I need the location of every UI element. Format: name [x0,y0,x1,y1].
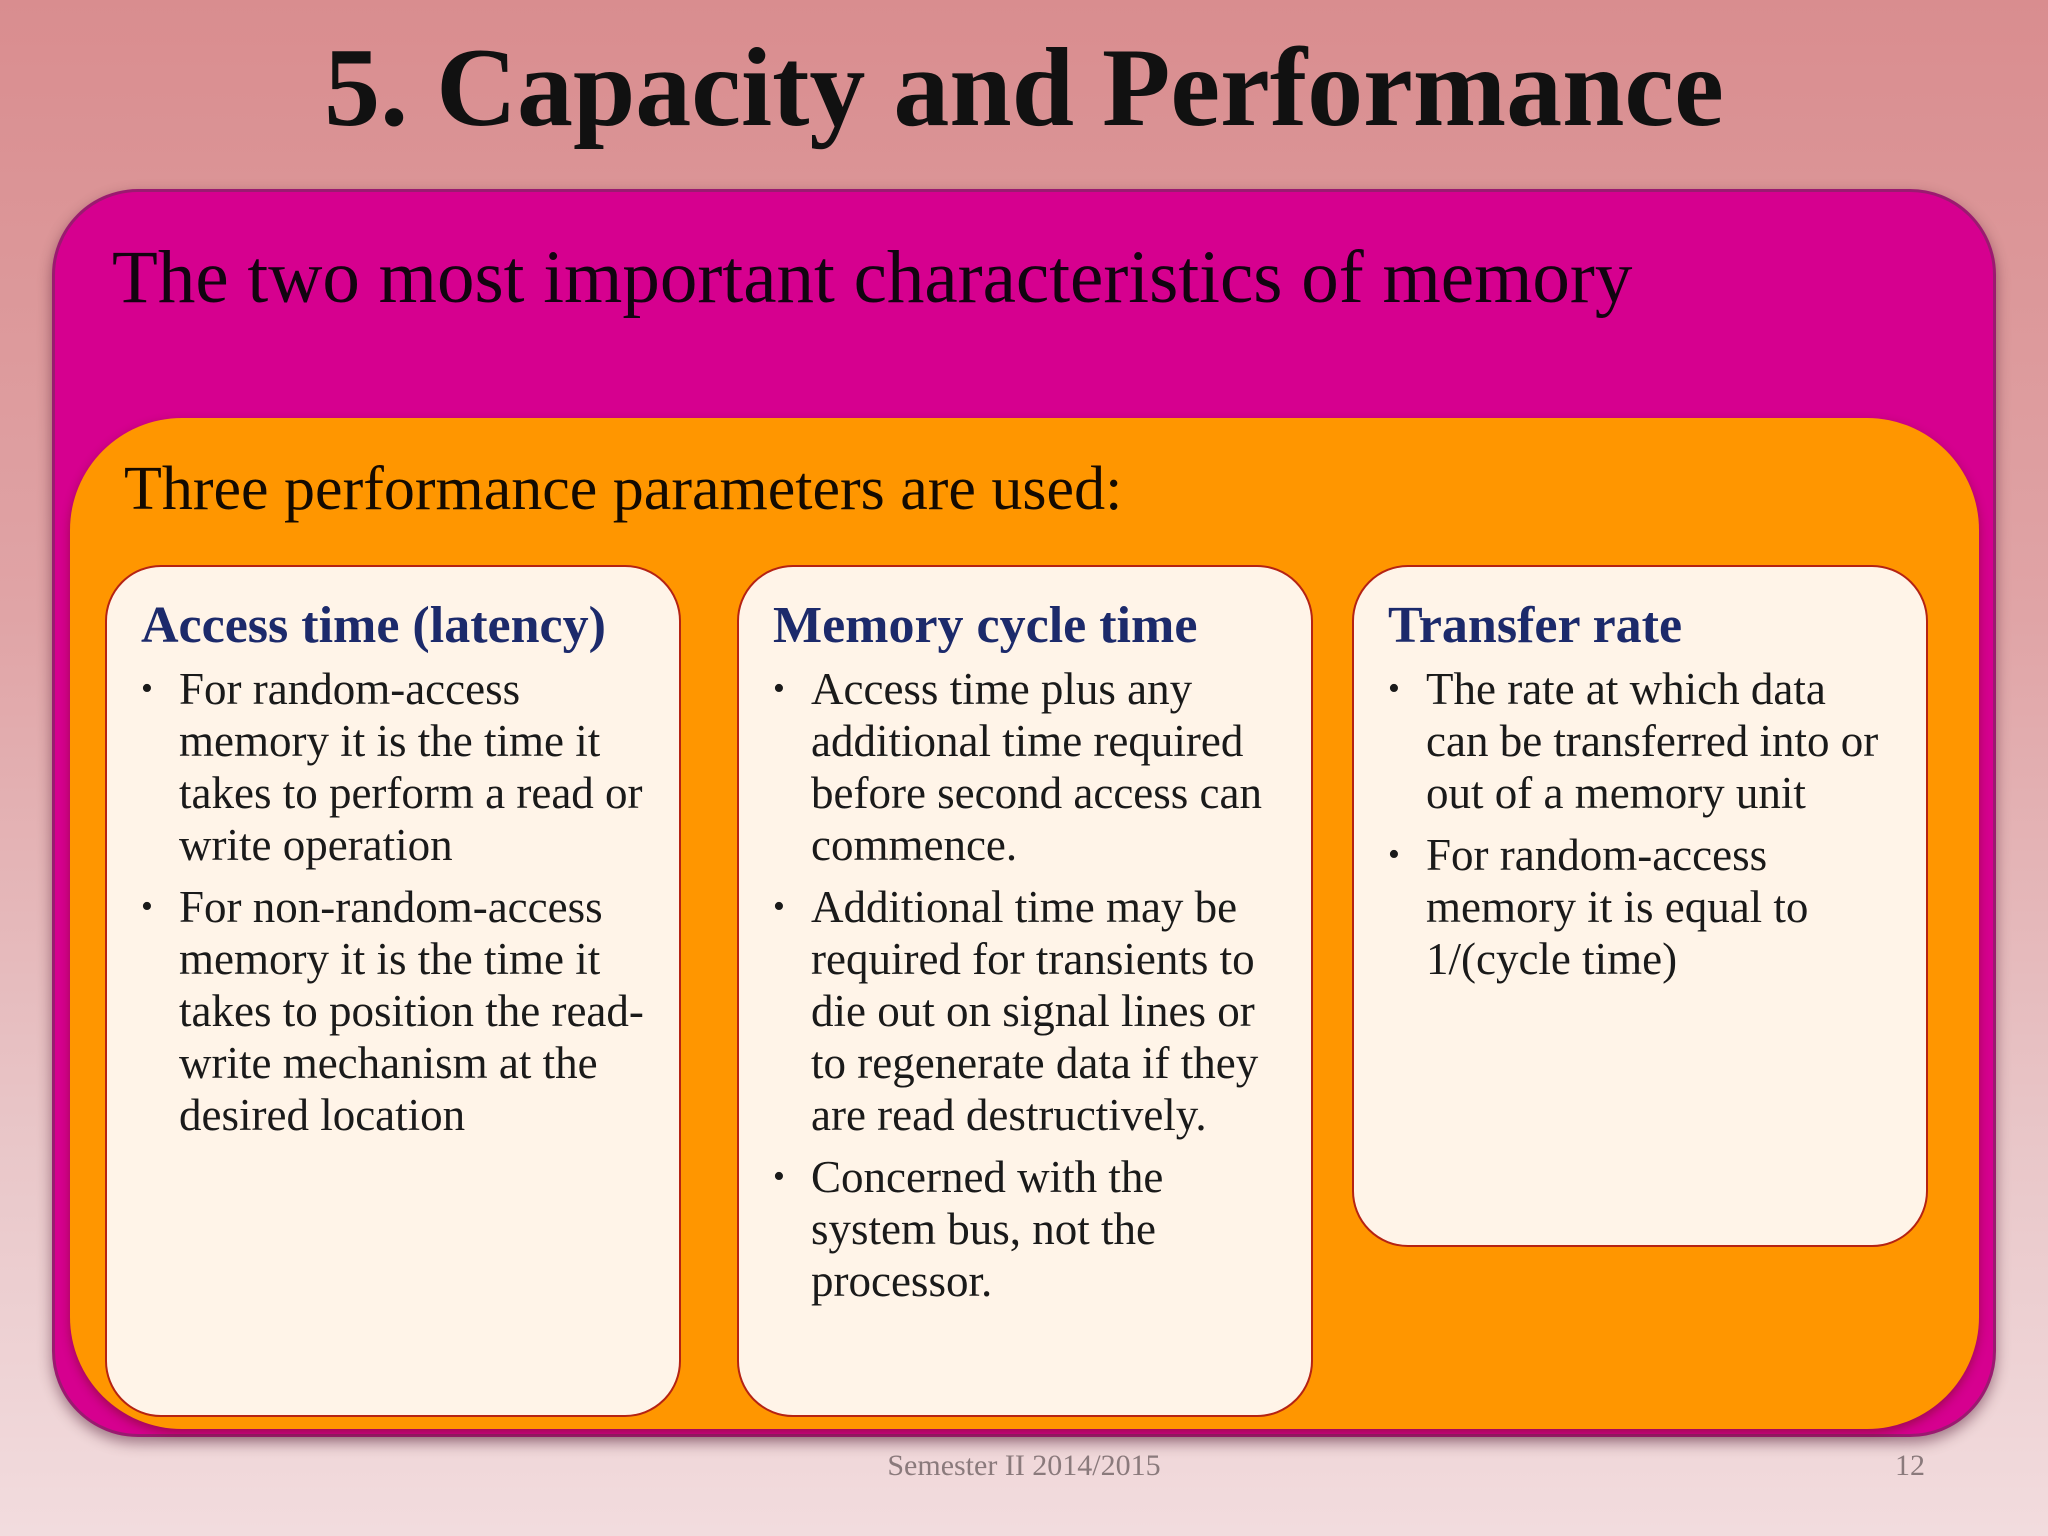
list-item [773,881,1281,1141]
list-item [141,663,649,871]
performance-parameters-box [70,418,1979,1429]
bullet-icon: • [773,670,785,707]
list-item-text: The rate at which data can be transferred into or out of a memory unit [1426,664,1879,818]
list-item-text: For non-random-access memory it is the time it takes to position the read-write mechanism at the desired location [179,882,644,1140]
card-title: Access time (latency) [141,597,606,654]
memory-cycle-time-card [737,565,1313,1417]
list-item-text: For random-access memory it is equal to 1/(cycle time) [1426,830,1809,984]
list-item [773,1151,1281,1307]
bullet-list [1388,663,1896,985]
list-item [1388,829,1896,985]
list-item-text: Access time plus any additional time required before second access can commence. [811,664,1262,870]
inner-heading: Three performance parameters are used: [124,455,1123,523]
bullet-icon: • [141,670,153,707]
memory-characteristics-box [52,189,1996,1437]
bullet-list [141,663,649,1141]
card-title: Memory cycle time [773,597,1198,654]
bullet-icon: • [773,1158,785,1195]
footer-semester: Semester II 2014/2015 [887,1449,1161,1482]
list-item-text: For random-access memory it is the time it takes to perform a read or write operation [179,664,643,870]
transfer-rate-card [1352,565,1928,1247]
page-number: 12 [1895,1449,1925,1482]
list-item [141,881,649,1141]
card-title: Transfer rate [1388,597,1683,654]
access-time-card [105,565,681,1417]
bullet-icon: • [773,888,785,925]
bullet-icon: • [141,888,153,925]
bullet-list [773,663,1281,1307]
list-item [773,663,1281,871]
slide-title: 5. Capacity and Performance [324,26,1724,150]
list-item-text: Concerned with the system bus, not the processor. [811,1152,1164,1306]
bullet-icon: • [1388,670,1400,707]
list-item-text: Additional time may be required for transients to die out on signal lines or to regenerate data if they are read destructively. [811,882,1259,1140]
list-item [1388,663,1896,819]
bullet-icon: • [1388,836,1400,873]
outer-heading: The two most important characteristics of memory [112,236,1633,319]
